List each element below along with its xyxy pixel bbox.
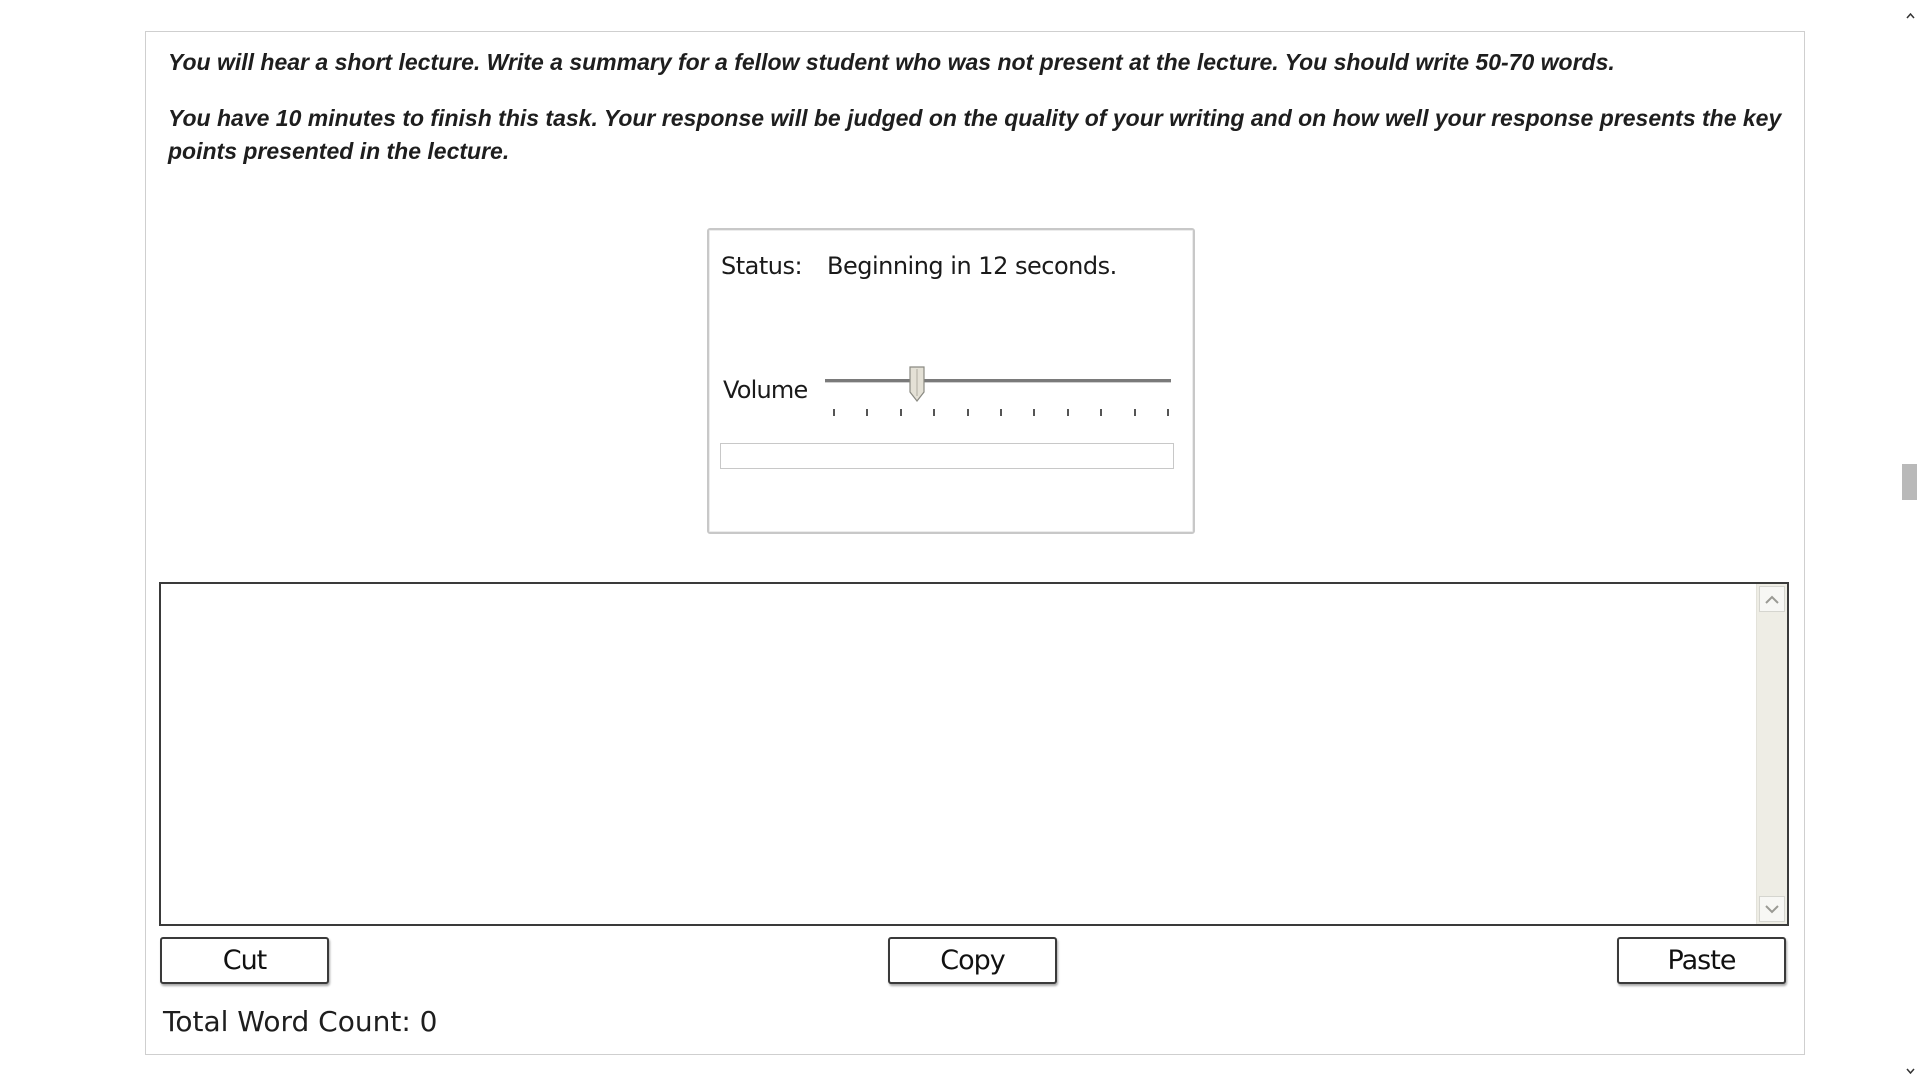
volume-tick — [833, 409, 835, 416]
volume-tick — [866, 409, 868, 416]
status-text: Beginning in 12 seconds. — [827, 252, 1117, 280]
chevron-up-icon[interactable] — [1904, 9, 1917, 22]
volume-tick — [967, 409, 969, 416]
audio-player — [707, 228, 1195, 534]
task-panel — [145, 31, 1805, 1055]
response-box — [159, 582, 1789, 926]
status-label: Status: — [721, 252, 803, 280]
volume-slider[interactable] — [825, 352, 1171, 416]
chevron-down-icon[interactable] — [1904, 1064, 1917, 1077]
page-scrollbar-thumb[interactable] — [1902, 464, 1917, 500]
volume-tick — [1067, 409, 1069, 416]
volume-tick — [1134, 409, 1136, 416]
audio-progress-bar — [720, 443, 1174, 469]
volume-tick — [1033, 409, 1035, 416]
volume-tick — [1167, 409, 1169, 416]
instruction-text-1: You will hear a short lecture. Write a summary for a fellow student who was not present at the lecture. You should write 50-70 words. — [168, 49, 1615, 75]
volume-slider-track[interactable] — [825, 379, 1171, 383]
page-scrollbar[interactable] — [1901, 0, 1920, 1080]
cut-button[interactable]: Cut — [160, 937, 329, 984]
volume-label: Volume — [723, 376, 808, 404]
response-scrollbar[interactable] — [1756, 584, 1787, 924]
response-textarea[interactable] — [161, 584, 1755, 924]
paste-button[interactable]: Paste — [1617, 937, 1786, 984]
volume-tick — [900, 409, 902, 416]
copy-button[interactable]: Copy — [888, 937, 1057, 984]
volume-tick — [1100, 409, 1102, 416]
slider-thumb-icon[interactable] — [908, 366, 926, 402]
volume-tick — [933, 409, 935, 416]
volume-slider-ticks — [833, 409, 1167, 416]
word-count: Total Word Count: 0 — [163, 1005, 438, 1038]
volume-tick — [1000, 409, 1002, 416]
chevron-up-icon[interactable] — [1759, 586, 1785, 612]
instruction-text-2: You have 10 minutes to finish this task. Your response will be judged on the quality of your writing and on how well your response presents the key points presented in the lecture. — [168, 105, 1782, 164]
chevron-down-icon[interactable] — [1759, 896, 1785, 922]
